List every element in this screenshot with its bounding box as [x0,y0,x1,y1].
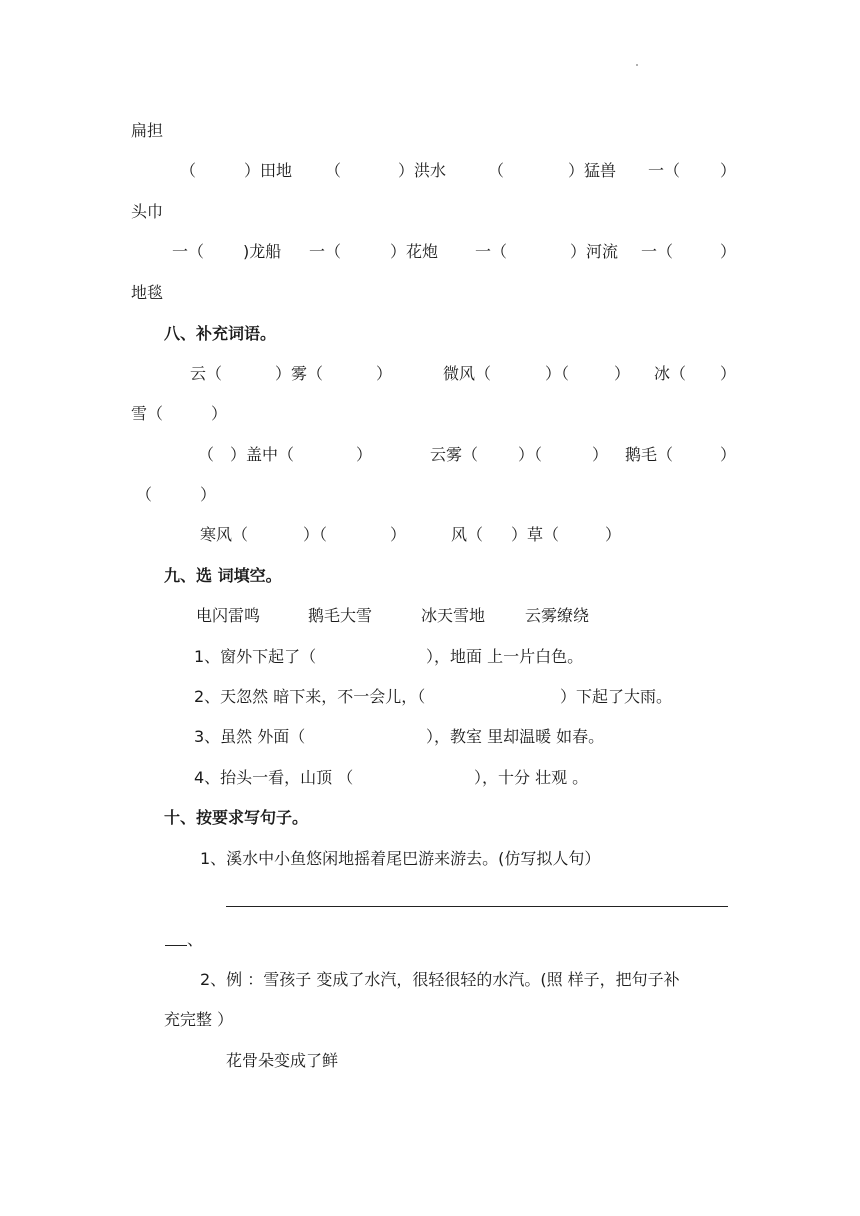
text-line: 头巾 [131,202,164,221]
text-line: ） [720,242,737,261]
text-line: 寒风（ [200,525,249,544]
section-heading-10: 十、按要求写句子。 [164,808,309,827]
text-line: 一（ [641,242,674,261]
text-line: ）田地 [244,161,293,180]
text-line: ） [720,161,737,180]
text-line: ）花炮 [390,242,439,261]
text-line: ） [720,364,737,383]
text-line: （ [325,161,342,180]
text-line: ）（ [303,525,328,544]
page-dot [636,64,638,66]
text-line: ）草（ [511,525,560,544]
text-line: （ [198,445,215,464]
text-line: 冰（ [654,364,687,383]
text-line: ） [605,525,622,544]
text-line: 一（ [172,242,205,261]
question-1: 1、窗外下起了（ [194,647,317,666]
text-line: 一（ [475,242,508,261]
text-line: （ [488,161,505,180]
question-4: 4、抬头一看，山顶 （ [194,768,354,787]
text-line: 云雾（ [430,445,479,464]
text-line: 鹅毛（ [625,445,674,464]
text-line: 地毯 [131,283,164,302]
text-line: ） [376,364,393,383]
text-line: 一（ [309,242,342,261]
question-3: 3、虽然 外面（ [194,727,306,746]
text-line: ）盖中（ [230,445,295,464]
text-line: 风（ [451,525,484,544]
text-line: 云（ [190,364,223,383]
question-1-end: ），地面 上一片白色。 [426,647,584,666]
text-line: ）（ [545,364,570,383]
text-line: 雪（ ） [131,404,228,423]
text-line: 微风（ [443,364,492,383]
sentence-task-3: 花骨朵变成了鲜 [226,1051,339,1070]
question-2: 2、天忽然 暗下来，不一会儿，（ [194,687,426,706]
text-line: ）洪水 [398,161,447,180]
answer-line [226,906,728,907]
text-line: （ ） [136,485,217,504]
question-2-end: ）下起了大雨。 [560,687,673,706]
word-option: 云雾缭绕 [525,606,590,625]
text-mark: 、 [187,930,204,949]
word-option: 冰天雪地 [421,606,486,625]
text-line: ）雾（ [275,364,324,383]
text-line: ） [390,525,407,544]
text-line: ） [614,364,631,383]
text-line: )龙船 [243,242,282,261]
sentence-task-2: 2、例 ：雪孩子 变成了水汽，很轻很轻的水汽。(照 样子，把句子补 [200,970,680,989]
sentence-task-1: 1、溪水中小鱼悠闲地摇着尾巴游来游去。(仿写拟人句） [200,849,601,868]
sentence-task-2-cont: 充完整 ） [164,1010,234,1029]
text-line: ） [592,445,609,464]
section-heading-9: 九、选 词填空。 [164,566,282,585]
text-line: ） [356,445,373,464]
question-3-end: ），教室 里却温暖 如春。 [426,727,605,746]
text-line: （ [180,161,197,180]
text-line: ） [720,445,737,464]
text-line: ）（ [518,445,543,464]
word-option: 电闪雷鸣 [196,606,261,625]
text-line: 扁担 [131,121,164,140]
text-line: 一（ [648,161,681,180]
word-option: 鹅毛大雪 [308,606,373,625]
question-4-end: ），十分 壮观 。 [474,768,589,787]
text-line: ）猛兽 [568,161,617,180]
text-line: ）河流 [570,242,619,261]
section-heading-8: 八、补充词语。 [164,324,277,343]
answer-line-short [165,945,187,946]
